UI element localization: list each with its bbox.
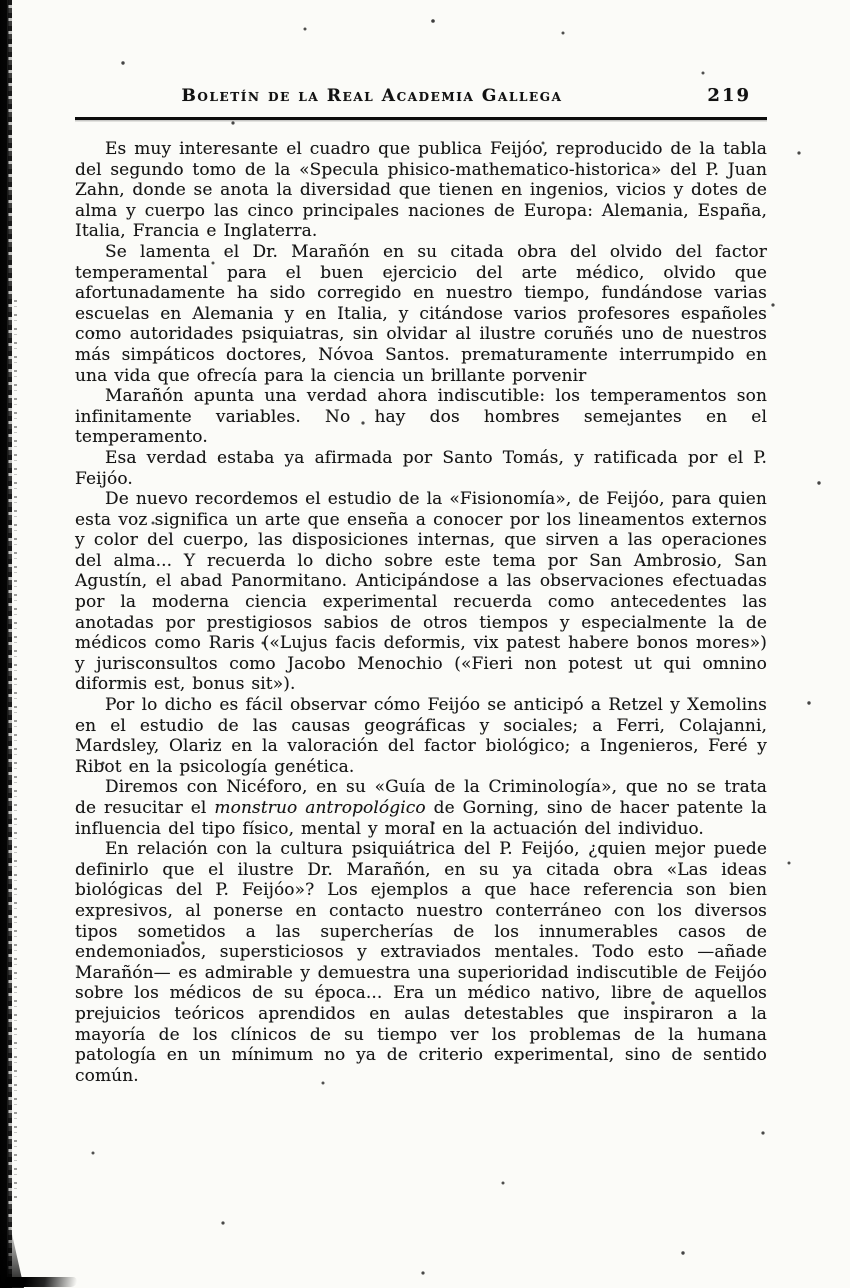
binding-edge-shadow — [0, 0, 13, 1288]
italic-phrase: monstruo antropológico — [214, 798, 426, 818]
paragraph-1: Es muy interesante el cuadro que publica Feijóo, reproducido de la tabla del segundo tomo de la «Specula phisico-mathematico-historica» del P. Juan Zahn, donde se anota la diversidad que tienen en ingenios, vicios y dotes de alma y cuerpo las cinco principales naciones de Europa: Alemania, España, Italia, Francia e Inglaterra. — [75, 139, 767, 242]
article-body — [75, 139, 767, 1086]
running-head — [75, 86, 767, 110]
paragraph-5: De nuevo recordemos el estudio de la «Fisionomía», de Feijóo, para quien esta voz significa un arte que enseña a conocer por los lineamentos externos y color del cuerpo, las disposiciones internas, que sirven a las operaciones del alma... Y recuerda lo dicho sobre este tema por San Ambrosio, San Agustín, el abad Panormitano. Anticipándose a las observaciones efectuadas por la moderna ciencia experimental recuerda como antecedentes las anotadas por prestigiosos sabios de otros tiempos y especialmente la de médicos como Raris («Lujus facis deformis, vix patest habere bonos mores») y jurisconsultos como Jacobo Menochio («Fieri non potest ut qui omnino diformis est, bonus sit»). — [75, 489, 767, 695]
paragraph-6: Por lo dicho es fácil observar cómo Feijóo se anticipó a Retzel y Xemolins en el estudio de las causas geográficas y sociales; a Ferri, Colajanni, Mardsley, Olariz en la valoración del factor biológico; a Ingenieros, Feré y Ribot en la psicología genética. — [75, 695, 767, 777]
header-rule — [75, 117, 767, 120]
paragraph-2: Se lamenta el Dr. Marañón en su citada obra del olvido del factor temperamental para el buen ejercicio del arte médico, olvido que afortunadamente ha sido corregido en nuestro tiempo, fundándose varias escuelas en Alemania y en Italia, y citándose varios profesores españoles como autoridades psiquiatras, sin olvidar al ilustre coruñés uno de nuestros más simpáticos doctores, Nóvoa Santos. prematuramente interrumpido en una vida que ofrecía para la ciencia un brillante porvenir — [75, 241, 767, 386]
paragraph-7 — [75, 777, 767, 839]
paragraph-7-pre: Diremos con Nicéforo, en su «Guía de la Criminología», que no se trata de resucitar el — [75, 777, 767, 818]
text-block — [75, 86, 767, 1086]
bottom-ink-smudge — [4, 1277, 78, 1287]
binding-edge-flecks — [14, 300, 17, 1200]
scan-noise-dots — [0, 0, 2, 2]
journal-title: Boletín de la Real Academia Gallega — [181, 86, 563, 106]
paragraph-7-post: de Gorning, sino de hacer patente la influencia del tipo físico, mental y moral en la actuación del individuo. — [75, 798, 767, 839]
page-number: 219 — [707, 85, 751, 106]
paragraph-4: Esa verdad estaba ya afirmada por Santo Tomás, y ratificada por el P. Feijóo. — [75, 447, 767, 489]
paragraph-8: En relación con la cultura psiquiátrica del P. Feijóo, ¿quien mejor puede definirlo que el ilustre Dr. Marañón, en su ya citada obra «Las ideas biológicas del P. Feijóo»? Los ejemplos a que hace referencia son bien expresivos, al ponerse en contacto nuestro conterráneo con los diversos tipos sometidos a las supercherías de los innumerables casos de endemoniados, supersticiosos y extraviados mentales. Todo esto —añade Marañón— es admirable y demuestra una superioridad indiscutible de Feijóo sobre los médicos de su época... Era un médico nativo, libre de aquellos prejuicios teóricos aprendidos en aulas detestables que inspiraron a la mayoría de los clínicos de su tiempo ver los problemas de la humana patología en un mínimum no ya de criterio experimental, sino de sentido común. — [75, 839, 767, 1086]
paragraph-3: Marañón apunta una verdad ahora indiscutible: los temperamentos son infinitamente variables. No hay dos hombres semejantes en el temperamento. — [75, 386, 767, 448]
